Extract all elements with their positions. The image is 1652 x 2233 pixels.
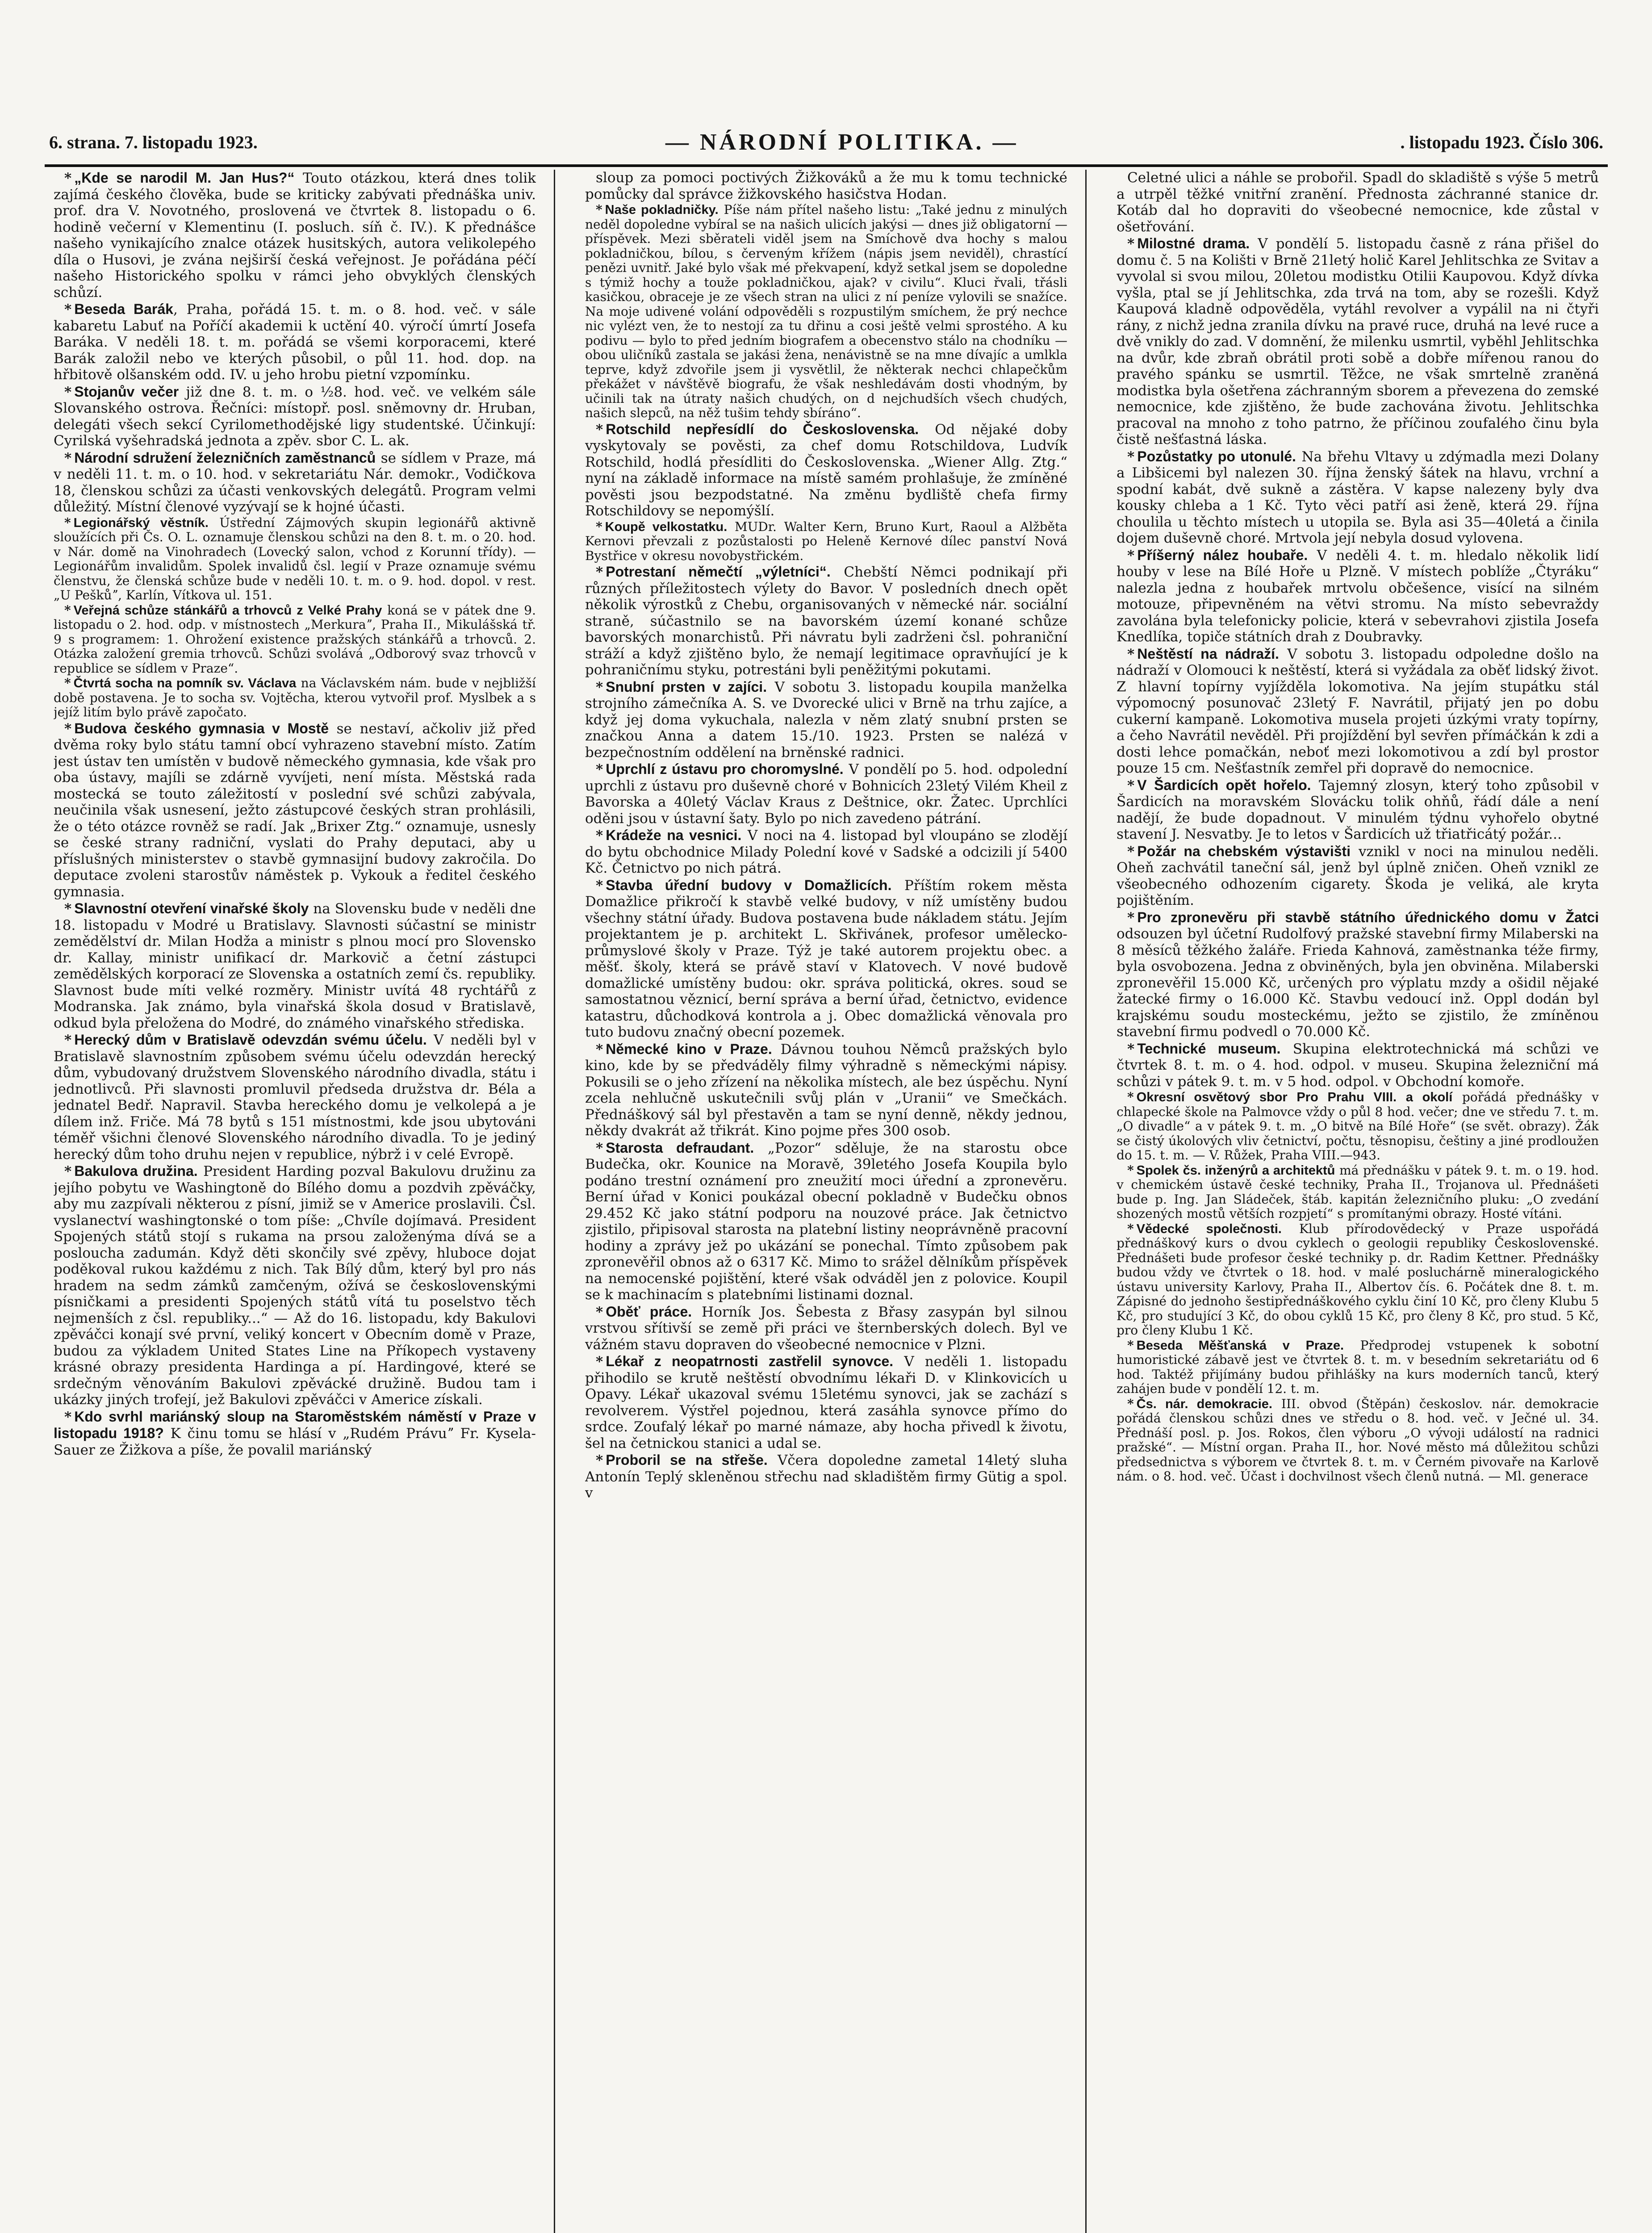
news-item <box>54 1163 536 1408</box>
item-bullet: * <box>64 450 72 466</box>
news-item <box>1117 909 1599 1040</box>
news-headline: Německé kino v Praze. <box>606 1041 772 1057</box>
news-body: se sídlem v Praze, má v neděli 11. t. m. o 10. hod. v sekretariátu Nár. demokr., Vodičkova 18, členskou schůzi za účasti venkovských delegátů. Program velmi důležitý. Místní členové vyzývají se k hojné účasti. <box>54 450 536 515</box>
item-bullet: * <box>1127 777 1135 794</box>
news-headline: Koupě velkostatku. <box>605 519 728 534</box>
item-bullet: * <box>1127 1338 1134 1353</box>
text-column-3 <box>1117 170 1599 2233</box>
news-headline: Starosta defraudant. <box>606 1139 754 1156</box>
item-bullet: * <box>64 901 72 917</box>
news-item <box>585 1452 1067 1501</box>
news-body: „Pozor“ sděluje, že na starostu obce Budečka, okr. Kounice na Moravě, 39letého Josefa Koupila bylo podáno trestní oznámení pro zneužití moci úřední a zpronevěru. Berní úřad v Konici poukázal obecní pokladně v Budečku obnos 29.452 Kč jako státní podporu na nouzové práce. Jak četnictvo zjistilo, připisoval starosta na platební listiny neoprávněně pracovní hodiny a zprávy jež po ukázání se ponechal. Tímto způsobem pak zpronevěřil obnos až o 6317 Kč. Mimo to srážel dělníkům příspěvek na nemocenské pojištění, které však odváděl jen z polovice. Koupil se k machinacím s platebními listinami doznal. <box>585 1140 1067 1303</box>
news-body: odsouzen byl účetní Rudolfový pražské stavební firmy Milaberski na 8 měsíců těžkého žaláře. Frieda Kahnová, zaměstnanka téže firmy, byla osvobozena. Jedna z obviněných, byla jen obviněna. Milaberski zpronevěřil 15.000 Kč, určených pro výplatu mzdy a ošidil nějaké žatecké firmy o 16.000 Kč. Stavbu vedoucí inž. Oppl dodán byl krajskému soudu mosteckému, ježto se zjistilo, že zmíněnou stavební firmu podvedl o 70.000 Kč. <box>1117 926 1599 1040</box>
news-body: V neděli byl v Bratislavě slavnostním způsobem svému účelu odevzdán herecký dům, vybudovaný družstvem Slovenského národního divadla, státu i jednotlivců. Při slavnosti promluvil předseda družstva dr. Béla a jednatel Bedř. Napravil. Stavba hereckého domu je velkolepá a je dílem inž. Friče. Má 78 bytů s 151 místnostmi, kde jsou ubytováni téměř všichni členové Slovenského národního divadla. To je jediný herecký dům toho druhu nejen v republice, nýbrž i v celé Evropě. <box>54 1032 536 1162</box>
item-bullet: * <box>596 679 603 695</box>
news-body: , Praha, pořádá 15. t. m. o 8. hod. več. v sále kabaretu Labuť na Poříčí akademii k uctění 40. výročí úmrtí Josefa Baráka. V neděli 18. t. m. pořádá se všemi korporacemi, které Barák založil nebo ve kterých působil, o půl 11. hod. dop. na hřbitově olšanském odd. IV. u jeho hrobu pietní vzpomínku. <box>54 301 536 383</box>
item-bullet: * <box>596 421 603 438</box>
news-item <box>54 384 536 449</box>
item-bullet: * <box>1127 646 1135 662</box>
item-bullet: * <box>596 1304 603 1320</box>
news-headline: Budova českého gymnasia v Mostě <box>74 720 329 736</box>
news-headline: Technické museum. <box>1137 1040 1281 1057</box>
news-body: Ústřední Zájmových skupin legionářů aktivně sloužících při Čs. O. L. oznamuje členskou schůzi na den 8. t. m. o 20. hod. v Nár. domě na Vinohradech (Lovecký salon, vchod z Korunní třídy). — Legionářům invalidům. Spolek invalidů čsl. legií v Praze oznamuje svému členstvu, že členská schůze bude v neděli 10. t. m. o 9. hod. dopol. v rest. „U Peškůˮ, Karlín, Vítkova ul. 151. <box>54 515 536 602</box>
column-divider <box>554 170 555 2233</box>
news-headline: Vědecké společnosti. <box>1136 1221 1282 1236</box>
news-body: Příštím rokem města Domažlice přikročí k stavbě velké budovy, v níž umístěny budou všechny státní úřady. Budova postavena bude nákladem státu. Jejím projektantem je p. architekt L. Skřivánek, profesor umělecko-průmyslové školy v Praze. Týž je také autorem projektu obec. a měšť. školy, která se právě staví v Klatovech. V nové budově domažlické umístěny budou: okr. správa politická, okres. soud se samostatnou věznicí, berní správa a berní úřad, četnictvo, evidence katastru, důchodková kontrola a j. Obec domažlická věnovala pro tuto budovu značný obecní pozemek. <box>585 877 1067 1040</box>
news-body: MUDr. Walter Kern, Bruno Kurt, Raoul a Alžběta Kernovi převzali z pozůstalosti po Heleně Kernové dílec panství Nová Bystřice v okresu novobystřickém. <box>585 519 1067 563</box>
news-item <box>1117 843 1599 909</box>
news-item <box>585 203 1067 421</box>
news-body: Dávnou touhou Němců pražských bylo kino, kde by se předváděly filmy výhradně s německými nápisy. Pokusili se o jeho zřízení na několika místech, ale bez úspěchu. Nyní zcela nehlučně uskutečnili svůj plán v „Uranii“ ve Smečkách. Přednáškový sál byl přestavěn a tam se nyní denně, někdy jednou, někdy dvakrát až třikrát. Kino pojme přes 300 osob. <box>585 1041 1067 1139</box>
item-bullet: * <box>596 1452 603 1468</box>
news-item <box>1117 1090 1599 1163</box>
news-item <box>1117 235 1599 448</box>
news-headline: Pozůstatky po utonulé. <box>1137 448 1296 464</box>
news-body: Předprodej vstupenek k sobotní humoristické zábavě jest ve čtvrtek 8. t. m. v besedním sekretariátu od 6 hod. Taktéž přijímány budou přihlášky na kurs moderních tanců, který zahájen bude v pondělí 12. t. m. <box>1117 1338 1599 1396</box>
item-bullet: * <box>1127 448 1135 465</box>
news-item <box>1117 1338 1599 1397</box>
news-headline: Stojanův večer <box>74 383 179 400</box>
news-body: vznikl v noci na minulou neděli. Oheň zachvátil taneční sál, jenž byl úplně zničen. Oheň vznikl ze všeobecného odhozením cigarety. Škoda je veliká, ale kryta pojištěním. <box>1117 843 1599 908</box>
news-item <box>1117 777 1599 843</box>
news-item <box>585 564 1067 678</box>
news-body: na Václavském nám. bude v nejbližší době postavena. Je to socha sv. Vojtěcha, kterou vytvořil prof. Myslbek a s jejíž litím bylo právě započato. <box>54 676 536 719</box>
news-body: III. obvod (Štěpán) českoslov. nár. demokracie pořádá členskou schůzi dnes ve středu o 8. hod. več. v Ječné ul. 34. Přednáší posl. p. Jos. Rokos, člen výboru „O vývoji událostí na radnici pražské“. — Místní organ. Praha II., hor. Nové město má důležitou schůzi předsednictva s výborem ve čtvrtek 8. t. m. v Černém pivovaře na Karlově nám. o 8. hod. več. Účast i dochvilnost všech členů nutná. — Ml. generace <box>1117 1396 1599 1484</box>
news-body: V noci na 4. listopad byl vloupáno se zlodějí do bytu obchodnice Milady Polední kové v Sadské a odcizili jí 5400 Kč. Četnictvo po nich pátrá. <box>585 828 1067 876</box>
page-number-date: 6. strana. 7. listopadu 1923. <box>49 132 258 152</box>
item-bullet: * <box>64 676 71 690</box>
news-headline: Kdo svrhl mariánský sloup na Staroměstském náměstí v Praze v listopadu 1918? <box>54 1408 536 1441</box>
news-body: na Slovensku bude v neděli dne 18. listopadu v Modré u Bratislavy. Slavnosti súčastní se ministr zemědělství dr. Milan Hodža a ministr s plnou mocí pro Slovensko dr. Kallay, ministr unifikací dr. Markovič a četní zástupci zemědělských korporací ze Slovenska a ostatních zemí čs. republiky. Slavnost bude míti velké rozměry. Ministr uvítá 48 rychtářů z Modranska. Jak známo, byla vinařská škola dosud v Bratislavě, odkud byla přeložena do Modré, do známého vinařského střediska. <box>54 901 536 1031</box>
news-headline: Proboril se na střeše. <box>606 1452 768 1468</box>
news-item <box>585 421 1067 519</box>
news-headline: Stavba úřední budovy v Domažlicích. <box>606 877 892 893</box>
item-bullet: * <box>1127 843 1135 860</box>
masthead-rule <box>45 164 1608 167</box>
news-headline: Čs. nár. demokracie. <box>1136 1397 1272 1411</box>
news-item <box>54 603 536 676</box>
news-headline: Uprchlí z ústavu pro choromyslné. <box>606 761 844 777</box>
news-headline: Lékař z neopatrnosti zastřelil synovce. <box>606 1353 894 1369</box>
news-item <box>1117 547 1599 645</box>
news-item <box>54 516 536 603</box>
item-bullet: * <box>64 301 72 318</box>
news-body: V neděli 1. listopadu přihodilo se krutě neštěstí obvodnímu lékaři D. v Klinkovicích u Opavy. Lékař ukazoval svému 15letému synovci, jak se zachází s revolverem. Výstřel pojednou, která zasáhla synovce přímo do srdce. Zoufalý lékař po marné námaze, aby hocha přivedl k životu, šel na četnickou stanici a udal se. <box>585 1354 1067 1451</box>
news-body: již dne 8. t. m. o ½8. hod. več. ve velkém sále Slovanského ostrova. Řečníci: místopř. posl. sněmovny dr. Hruban, delegáti všech sekcí Cyrilomethodějské ligy studentské. Účinkují: Cyrilská vyšehradská jednota a zpěv. sbor C. L. ak. <box>54 384 536 449</box>
news-headline: Milostné drama. <box>1137 235 1250 251</box>
news-item <box>585 520 1067 564</box>
item-bullet: * <box>596 202 602 217</box>
newspaper-title: — NÁRODNÍ POLITIKA. — <box>665 130 1019 155</box>
issue-number: . listopadu 1923. Číslo 306. <box>1400 132 1603 152</box>
item-bullet: * <box>1127 1162 1134 1178</box>
news-body: K činu tomu se hlásí v „Rudém Právuˮ Fr. Kysela-Sauer ze Žižkova a píše, že povalil mariánský <box>54 1426 536 1458</box>
news-body: Celetné ulici a náhle se probořil. Spadl do skladiště s výše 5 metrů a utrpěl těžké vnitřní zranění. Přednosta záchranné stanice dr. Kotáb dal ho dopraviti do všeobecné nemocnice, kde zůstal v ošetřování. <box>1117 170 1599 235</box>
news-item <box>585 1304 1067 1353</box>
news-item <box>1117 1222 1599 1338</box>
news-headline: Slavnostní otevření vinařské školy <box>74 900 309 916</box>
news-body: Píše nám přítel našeho listu: „Také jednu z minulých neděl dopoledne vybíral se na našich ulicích jakýsi — dnes již obligatorní — příspěvek. Mezi sběrateli viděl jsem na Smíchově dva hochy s malou pokladničkou, bílou, s červeným křížem (nápis jsem neviděl), chrastící penězi uvnitř. Jaké bylo však mé překvapení, když setkal jsem se dopoledne s týmiž hochy a touže pokladničkou, ajak? v civilu“. Kluci řvali, třásli kasičkou, obraceje je ze všech stran na ulici z ní peníze vylovili se snažíce. Na moje udivené volání odpověděli s rozpustilým smíchem, že prý nechce nic vylézt ven, že to nestojí za tu dřinu a cosi ještě velmi sprostého. A ku podivu — bylo to před jedním biografem a obecenstvo stálo na chodníku — obou uličníků zastala se jakási žena, nenávistně se na mne dívajíc a umlkla teprve, když zdvořile jsem ji vysvětlil, že některak nechci chlapečkům překážet v návštěvě biografu, že však neshledávám dosti vhodným, by učinili tak na útraty našich chudých, on d nejchudších všech chudých, našich slepců, na něž tušim tehdy sbíráno“. <box>585 202 1067 420</box>
item-bullet: * <box>1127 1396 1134 1411</box>
news-item <box>54 676 536 720</box>
news-item <box>1117 646 1599 777</box>
news-body: Na břehu Vltavy u zdýmadla mezi Dolany a Libšicemi byl nalezen 30. října ženský šátek na hlavu, vrchní a spodní kabát, dvě sukně a zástěra. V kapse nalezeny byly dva kousky chleba a 1 Kč. Tyto věci patří asi ženě, která 29. října choulila u těchto místech u utopila se. Byla asi 35—40letá a činila dojem duševně choré. Mrtvola její nebyla dosud vylovena. <box>1117 448 1599 546</box>
news-headline: Neštěstí na nádraží. <box>1137 645 1279 662</box>
item-bullet: * <box>64 170 72 186</box>
news-body: V pondělí 5. listopadu časně z rána přišel do domu č. 5 na Kolišti v Brně 21letý holič Karel Jehlitschka ze Svitav a vyvolal si svou milou, 20letou modistku Otilii Kaupovou. Když dívka vyšla, ptal se jí Jehlitschka, zda trvá na tom, aby se rozešli. Když Kaupová kladně odpověděla, vytáhl revolver a vypálil na ni čtyři rány, z nichž jedna zranila dívku na pravé ruce, druhá na levé ruce a dvě vnikly do zad. V domnění, že milenku usmrtil, vyběhl Jehlitschka na dvůr, kde zbraň obrátil proti sobě a dobře mířenou ranou do pravého spánku se usmrtil. Těžce, ne však smrtelně zraněná modistka byla ošetřena záchranným sborem a převezena do zemské nemocnice, kde zjištěno, že bude zachována životu. Jehlitschka pracoval na mnoho z toho patrno, že příčinou zoufalého činu byla čistě nešťastná láska. <box>1117 236 1599 447</box>
item-bullet: * <box>596 1354 603 1370</box>
item-bullet: * <box>596 1140 603 1156</box>
news-item <box>1117 448 1599 547</box>
news-body: Od nějaké doby vyskytovaly se pověsti, za chef domu Rotschildova, Ludvík Rotschild, hodlá přesídliti do Československa. „Wiener Allg. Ztg.“ nyní na základě informace na místě samém prohlašuje, že zmíněné pověsti jsou bezpodstatné. Na změnu bydliště chefa firmy Rotschildovy se nepomýšlí. <box>585 421 1067 519</box>
item-bullet: * <box>64 602 71 618</box>
item-bullet: * <box>1127 1221 1134 1236</box>
item-bullet: * <box>64 384 72 400</box>
news-headline: „Kde se narodil M. Jan Hus?“ <box>74 170 295 186</box>
news-item <box>1117 1163 1599 1221</box>
news-headline: Spolek čs. inženýrů a architektů <box>1136 1163 1335 1178</box>
item-bullet: * <box>596 828 603 844</box>
news-body: Včera dopoledne zametal 14letý sluha Antonín Teplý skleněnou střechu nad skladištěm firmy Gütig a spol. v <box>585 1452 1067 1501</box>
item-bullet: * <box>64 1163 72 1179</box>
item-bullet: * <box>1127 236 1135 252</box>
news-body: V sobotu 3. listopadu koupila manželka strojního zámečníka A. S. ve Dvorecké ulici v Brně na trhu zajíce, a když jej doma vykuchala, nalezla v něm zlatý snubní prsten se značkou Anna a datem 15./10. 1923. Prsten se nalézá v bezpečnostním oddělení na brněnské radnici. <box>585 679 1067 761</box>
news-headline: Beseda Barák <box>74 301 173 317</box>
news-body: V sobotu 3. listopadu odpoledne došlo na nádraží v Olomouci k neštěstí, která si vyžádala za oběť lidský život. Z hlavní topírny vyjížděla lokomotiva. Na jejím stupátku stál výpomocný posunovač 23letý F. Navrátil, přijatý jen po dobu cukerní kampaně. Lokomotiva musela projeti úzkými vraty topírny, a čeho Navrátil nevěděl. Při projíždění byl sevřen přímáčkán k zdi a dosti lehce pomačkán, neboť mezi lokomotivou a zdí byl prostor pouze 15 cm. Nešťastník zemřel při dopravě do nemocnice. <box>1117 646 1599 776</box>
news-item <box>1117 170 1599 235</box>
news-body: Klub přírodovědecký v Praze uspořádá přednáškový kurs o dvou cyklech o geologii republiky Československé. Přednášeti bude profesor české techniky p. dr. Radim Kettner. Přednášky budou vždy ve čtvrtek o 18. hod. v malé posluchárně mineralogického ústavu university Karlovy, Praha II., Albertov čís. 6. Počátek dne 8. t. m. Zápisné do jednoho šestipřednáškového cyklu činí 10 Kč, pro členy Klubu 5 Kč, pro studující 3 Kč, do obou cyklů 15 Kč, pro členy 8 Kč, pro stud. 5 Kč, pro členy Klubu 1 Kč. <box>1117 1221 1599 1338</box>
text-column-1 <box>54 170 536 2233</box>
news-item <box>585 1353 1067 1451</box>
news-body: Chebští Němci podnikají při různých příležitostech výlety do Bavor. V posledních dnech opět několik výrostků z Chebu, organisovaných v německé nár. sociální straně, súčastnilo se na bavorském území konané schůze bavorských monarchistů. Při návratu byli zadrženi čsl. pohraniční stráží a když zjištěno bylo, že nemají legitimace opravňující je k pohraničnímu styku, potrestáni byli peněžitými pokutami. <box>585 564 1067 678</box>
news-item <box>54 900 536 1031</box>
news-item <box>585 170 1067 202</box>
news-item <box>54 1032 536 1162</box>
news-headline: V Šardicích opět hořelo. <box>1137 777 1311 793</box>
news-body: se nestaví, ačkoliv již před dvěma roky bylo státu tamní obcí vyhrazeno stavební místo. Zatím jest ústav ten umístěn v budově německého gymnasia, kde však pro oba ústavy, majíli se zdárně vyvíjeti, není místa. Městská rada mostecká se touto záležitostí v poslední své schůzi zabývala, neučinila však usnesení, ježto zástupcové českých stran prohlásili, že o této otázce rovněž se radí. Jak „Brixer Ztg.“ oznamuje, usnesly se české strany radniční, vyslati do Prahy deputaci, aby u příslušných ministerstev o stavbě gymnasijní budovy zakročila. Do deputace zvoleni starostův náměstek p. Vykouk a ředitel českého gymnasia. <box>54 720 536 900</box>
news-item <box>1117 1041 1599 1090</box>
news-headline: Beseda Měšťanská v Praze. <box>1136 1338 1344 1353</box>
item-bullet: * <box>64 1409 72 1425</box>
news-body: President Harding pozval Bakulovu družinu za jejího pobytu ve Washingtoně do Bílého domu a pozdvih zpěváčky, aby mu zazpívali některou z písní, jimiž se v Americe proslavili. Čsl. vyslanectví washingtonské o tom píše: „Chvíle dojímavá. President Spojených států stojí s rukama na prsou založenýma dívá se a posloucha zadumán. Když děti skončily své zpěvy, hluboce dojat poděkoval rukou každému z nich. Tak Bílý dům, který byl pro nás hradem na sedm zámků zamčeným, ožívá se československými písničkami a presidenti Spojených států vítá tu poselstvo těch nejmenších z čsl. republiky...“ — Až do 16. listopadu, kdy Bakulovi zpěváčci konají své první, veliký koncert v Obecním domě v Praze, budou za výkladem United States Line na Příkopech vystaveny krásné obrazy presidenta Hardinga a pí. Hardingové, které se srdečným věnováním Bakulovi zpěvácké družině. Budou tam i ukázky jiných trofejí, jež Bakulovi zpěváčci v Americe získali. <box>54 1163 536 1408</box>
news-body: sloup za pomoci poctivých Žižkováků a že mu k tomu technické pomůcky dal správce žižkovského hasičstva Hodan. <box>585 170 1067 202</box>
item-bullet: * <box>1127 1090 1134 1104</box>
news-item <box>585 679 1067 761</box>
news-headline: Oběť práce. <box>606 1303 692 1320</box>
news-headline: Rotschild nepřesídlí do Československa. <box>606 421 919 437</box>
masthead <box>49 132 1603 163</box>
news-item <box>585 761 1067 827</box>
item-bullet: * <box>1127 547 1135 564</box>
news-body: Skupina elektrotechnická má schůzi ve čtvrtek 8. t. m. o 4. hod. odpol. v museu. Skupina železniční má schůzi v pátek 9. t. m. v 5 hod. odpol. v Obchodní komoře. <box>1117 1041 1599 1090</box>
text-column-2 <box>585 170 1067 2233</box>
news-item <box>585 1140 1067 1303</box>
news-headline: Veřejná schůze stánkářů a trhovců z Velké Prahy <box>73 603 382 618</box>
column-divider <box>1085 170 1087 2233</box>
news-headline: Okresní osvětový sbor Pro Prahu VIII. a okolí <box>1136 1090 1453 1104</box>
news-item <box>585 1041 1067 1139</box>
news-body: koná se v pátek dne 9. listopadu o 2. hod. odp. v místnostech „Merkuraˮ, Praha II., Mikulášská tř. 9 s programem: 1. Ohrožení existence pražských stánkářů a trhovců. 2. Otázka založení gremia trhovců. Schůzi svolává „Odborový svaz trhovců v republice se sídlem v Praze“. <box>54 602 536 676</box>
news-headline: Naše pokladničky. <box>605 203 719 217</box>
news-item <box>585 827 1067 877</box>
item-bullet: * <box>596 761 603 778</box>
news-item <box>54 720 536 900</box>
news-headline: Požár na chebském výstavišti <box>1137 843 1351 859</box>
item-bullet: * <box>1127 909 1135 926</box>
news-headline: Herecký dům v Bratislavě odevzdán svému účelu. <box>74 1032 427 1048</box>
news-body: V pondělí po 5. hod. odpolední uprchli z ústavu pro duševně choré v Bohnicích 23letý Vilém Kheil z Bavorska a 40letý Václav Kraus z Deštnice, okr. Žatec. Uprchlíci oděni jsou v ústavní šaty. Bylo po nich zavedeno pátrání. <box>585 761 1067 827</box>
news-headline: Národní sdružení železničních zaměstnanců <box>74 449 376 466</box>
news-headline: Příšerný nález houbaře. <box>1137 547 1308 563</box>
news-headline: Legionářský věstník. <box>73 515 209 530</box>
news-item <box>54 170 536 301</box>
news-headline: Potrestaní němečtí „výletníci“. <box>606 564 831 580</box>
news-item <box>54 1409 536 1459</box>
news-headline: Bakulova družina. <box>74 1163 198 1179</box>
news-item <box>585 877 1067 1041</box>
news-body: Horník Jos. Šebesta z Břasy zasypán byl silnou vrstvou sřítivší se země při práci ve šternberských dolech. Byl ve vážném stavu dopraven do všeobecné nemocnice v Plzni. <box>585 1304 1067 1353</box>
news-item <box>54 301 536 383</box>
news-item <box>1117 1397 1599 1484</box>
news-body: má přednášku v pátek 9. t. m. o 19. hod. v chemickém ústavě české techniky, Praha II., Trojanova ul. Přednášeti bude p. Ing. Jan Sládeček, štáb. kapitán železničního pluku: „O zvedání shozených mostů větších rozpjetí“ s promítanými obrazy. Hosté vítáni. <box>1117 1162 1599 1221</box>
item-bullet: * <box>596 1041 603 1058</box>
item-bullet: * <box>1127 1041 1135 1057</box>
news-headline: Snubní prsten v zajíci. <box>606 678 767 695</box>
item-bullet: * <box>596 519 602 534</box>
item-bullet: * <box>64 1032 72 1048</box>
news-body: pořádá přednášky v chlapecké škole na Palmovce vždy o půl 8 hod. večer; dne ve středu 7. t. m. „O divadle“ a v pátek 9. t. m. „O bitvě na Bílé Hoře“ (se svět. obrazy). Žák se čistý úkolových vliv četnictví, počtu, těsnopisu, češtiny a jiné prodloužen do 15. t. m. — V. Růžek, Praha VIII.—943. <box>1117 1090 1599 1162</box>
item-bullet: * <box>64 515 71 530</box>
news-headline: Krádeže na vesnici. <box>606 827 742 843</box>
item-bullet: * <box>596 877 603 894</box>
item-bullet: * <box>64 720 72 737</box>
news-body: Tajemný zlosyn, který toho způsobil v Šardicích na moravském Slovácku tolik ohňů, řádí dále a není nadějí, že bude dopadnout. V minulém týdnu vyhořelo obytné stavení J. Nesvatby. Je to letos v Šardicích už třiatřicátý požár... <box>1117 777 1599 842</box>
news-headline: Čtvrtá socha na pomník sv. Václava <box>73 676 297 690</box>
news-body: V neděli 4. t. m. hledalo několik lidí houby v lese na Bílé Hoře u Plzně. V místech poblíže „Čtyráku“ nalezla jedna z houbařek mrtvolu občešence, visící na silném motouze, připevněném na větvi stromu. Na místo sebevraždy zavolána byla telefonicky policie, která v sebevrahovi zjistila Josefa Knedlíka, topiče státních drah z Doubravky. <box>1117 547 1599 645</box>
item-bullet: * <box>596 564 603 580</box>
news-body: Touto otázkou, která dnes tolik zajímá českého člověka, bude se kriticky zabývati přednáška univ. prof. dra V. Novotného, proslovená ve čtvrtek 8. listopadu o 6. hodině večerní v Klementinu (I. posluch. síň č. IV.). K přednášce našeho vynikajícího znalce otázek husitských, autora velikolepého díla o Husovi, je zvána nejširší česká veřejnost. Je pořádána péčí našeho Historického spolku v rámci jeho obvyklých členských schůzí. <box>54 170 536 301</box>
news-item <box>54 450 536 515</box>
news-headline: Pro zpronevěru při stavbě státního úřednického domu v Žatci <box>1137 909 1599 925</box>
